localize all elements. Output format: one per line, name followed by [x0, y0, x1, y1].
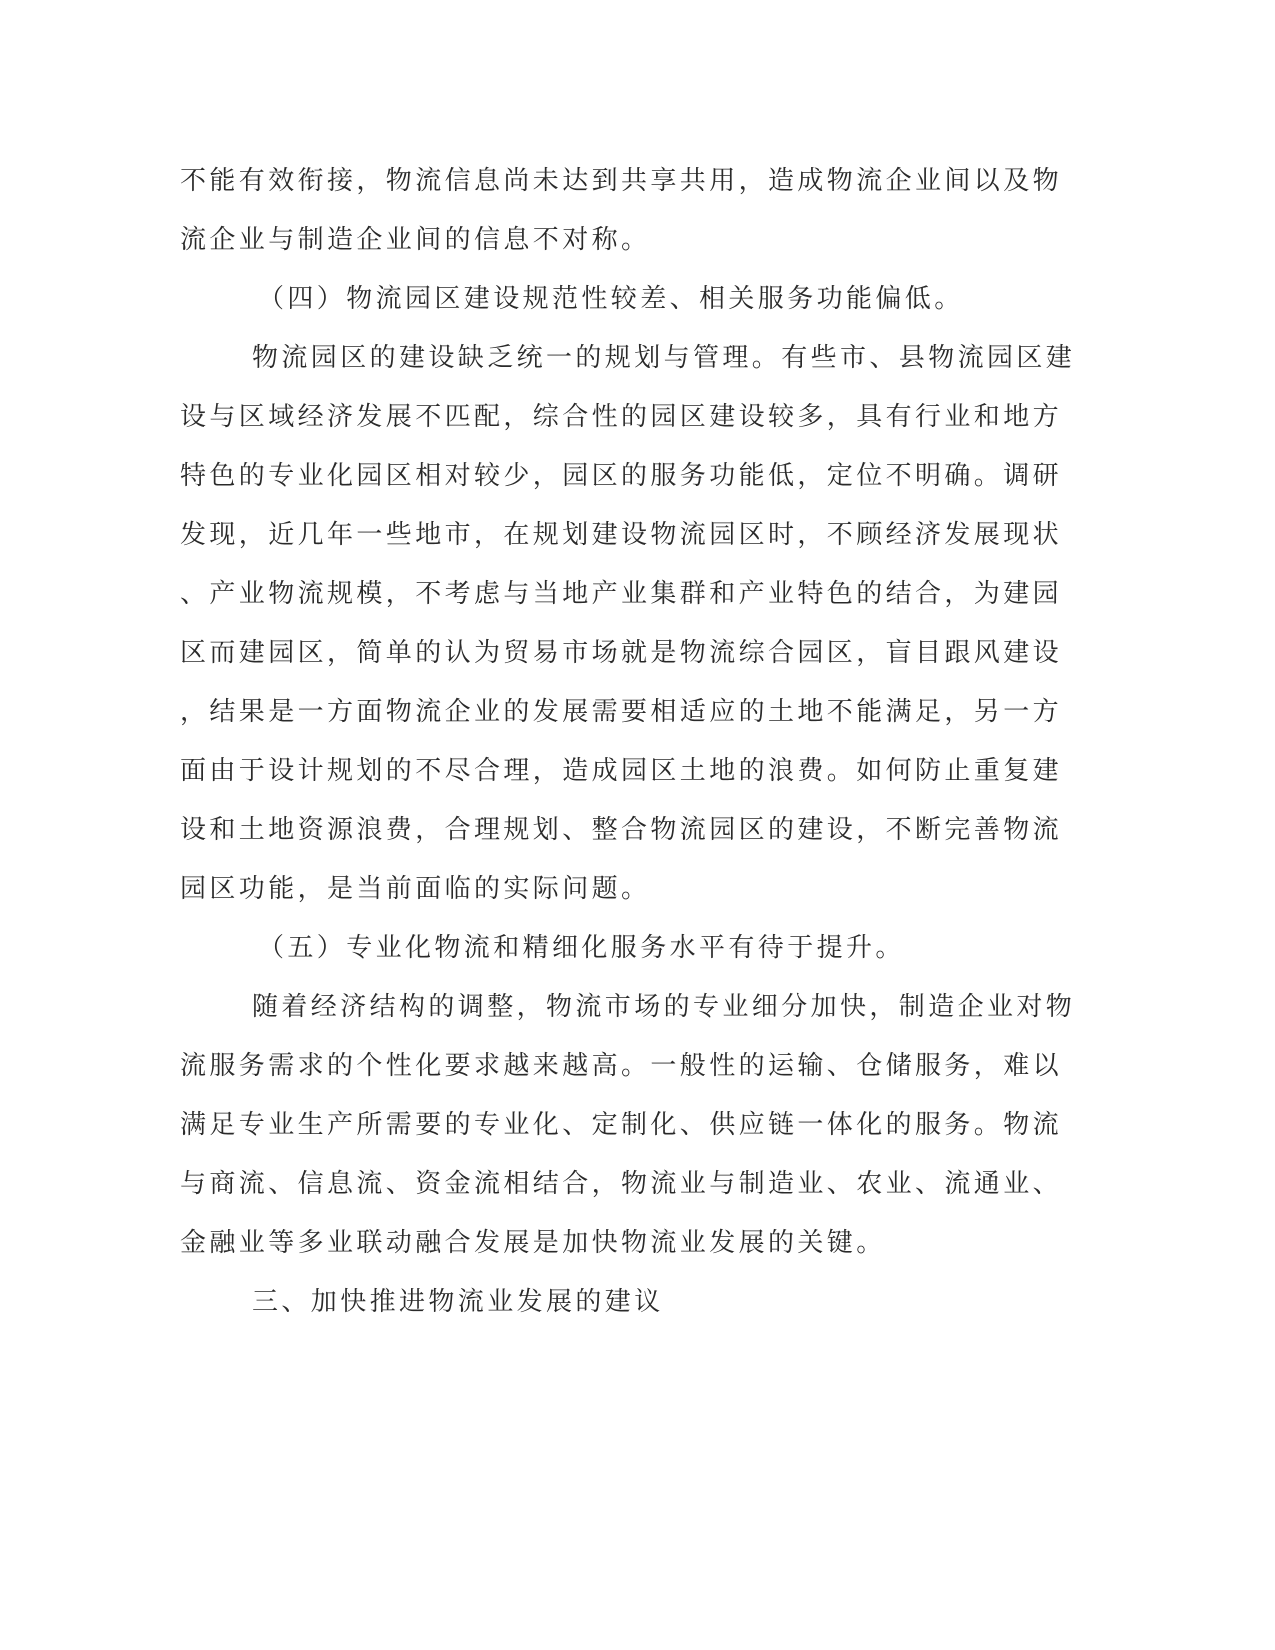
section-heading-4: （四）物流园区建设规范性较差、相关服务功能偏低。 [258, 284, 964, 314]
body-text-line: 流企业与制造企业间的信息不对称。 [180, 225, 651, 255]
body-text-line: 区而建园区，简单的认为贸易市场就是物流综合园区，盲目跟风建设 [180, 638, 1063, 668]
body-text-line: ，结果是一方面物流企业的发展需要相适应的土地不能满足，另一方 [180, 697, 1063, 727]
body-text-line: 物流园区的建设缺乏统一的规划与管理。有些市、县物流园区建 [252, 343, 1076, 373]
body-text-line: 金融业等多业联动融合发展是加快物流业发展的关键。 [180, 1228, 886, 1258]
chapter-heading-3: 三、加快推进物流业发展的建议 [252, 1287, 664, 1317]
section-heading-5: （五）专业化物流和精细化服务水平有待于提升。 [258, 933, 905, 963]
body-text-line: 满足专业生产所需要的专业化、定制化、供应链一体化的服务。物流 [180, 1110, 1063, 1140]
body-text-line: 发现，近几年一些地市，在规划建设物流园区时，不顾经济发展现状 [180, 520, 1063, 550]
body-text-line: 设和土地资源浪费，合理规划、整合物流园区的建设，不断完善物流 [180, 815, 1063, 845]
body-text-line: 设与区域经济发展不匹配，综合性的园区建设较多，具有行业和地方 [180, 402, 1063, 432]
body-text-line: 特色的专业化园区相对较少，园区的服务功能低，定位不明确。调研 [180, 461, 1063, 491]
body-text-line: 面由于设计规划的不尽合理，造成园区土地的浪费。如何防止重复建 [180, 756, 1063, 786]
body-text-line: 、产业物流规模，不考虑与当地产业集群和产业特色的结合，为建园 [180, 579, 1063, 609]
body-text-line: 园区功能，是当前面临的实际问题。 [180, 874, 651, 904]
body-text-line: 与商流、信息流、资金流相结合，物流业与制造业、农业、流通业、 [180, 1169, 1063, 1199]
body-text-line: 流服务需求的个性化要求越来越高。一般性的运输、仓储服务，难以 [180, 1051, 1063, 1081]
body-text-line: 不能有效衔接，物流信息尚未达到共享共用，造成物流企业间以及物 [180, 166, 1063, 196]
body-text-line: 随着经济结构的调整，物流市场的专业细分加快，制造企业对物 [252, 992, 1076, 1022]
